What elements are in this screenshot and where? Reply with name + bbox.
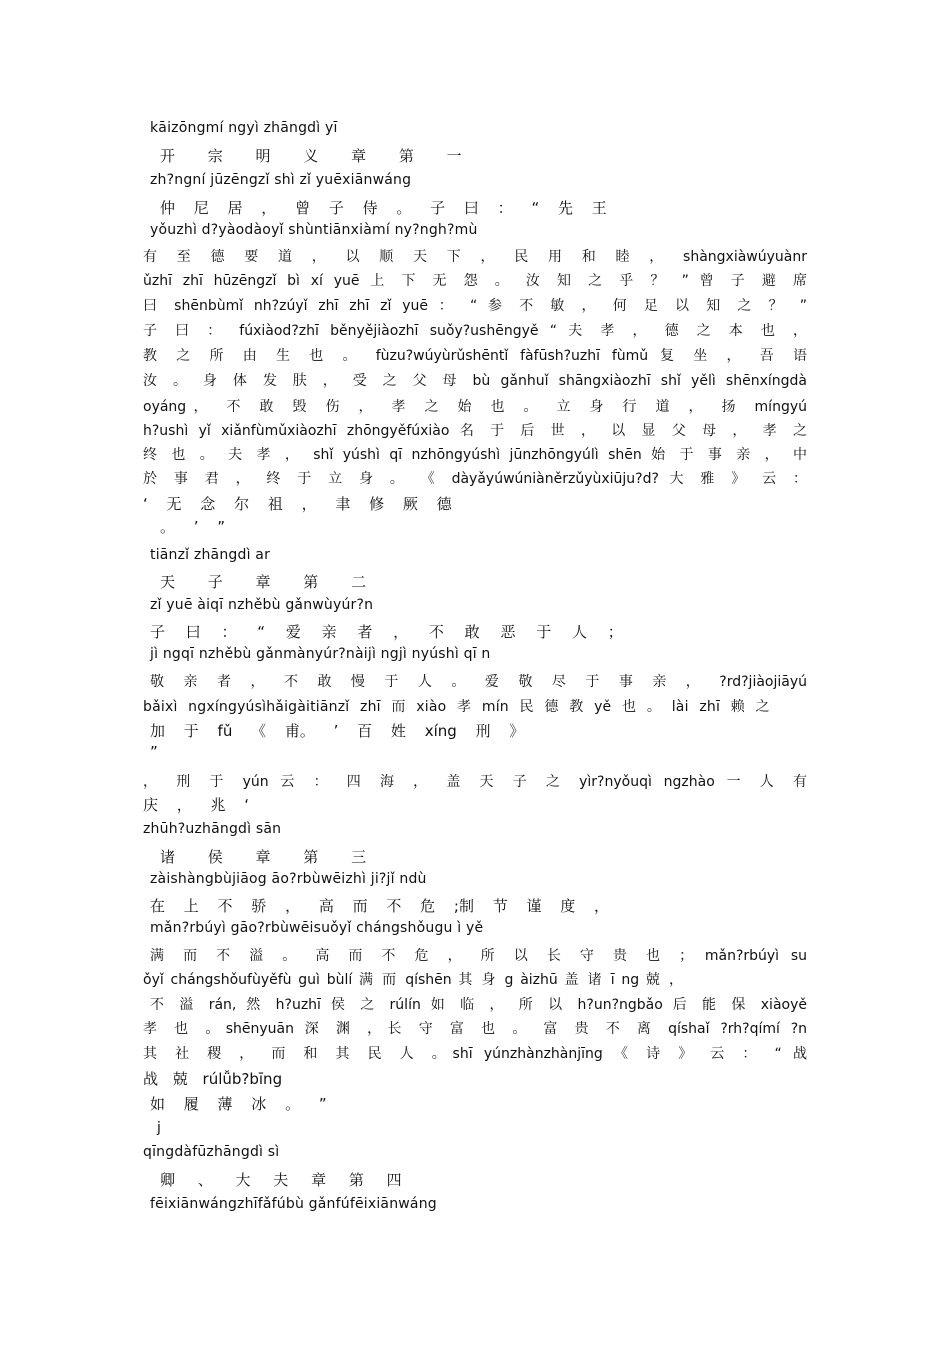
- text-line: 。 ’ ”: [160, 518, 226, 536]
- text-line: 曰 shēnbùmǐ nh?zúyǐ zhī zhī zǐ yuē ： “ 参 不 敏 ， 何 足 以 知 之 ？ ”: [143, 298, 807, 314]
- chapter-title: 开 宗 明 义 章 第 一: [160, 147, 476, 165]
- pinyin-line: kāizōngmí ngyì zhāngdì yī: [150, 120, 338, 136]
- pinyin-line: qīngdàfūzhāngdì sì: [143, 1144, 280, 1160]
- text-line: 仲 尼 居 ， 曾 子 侍 。 子 曰 ： “ 先 王: [160, 199, 607, 217]
- pinyin-line: jì ngqī nzhěbù gǎnmànyúr?nàijì ngjì nyúshì qī n: [150, 646, 491, 662]
- text-line: 战 兢 rúlǚb?bīng: [143, 1070, 283, 1088]
- chapter-title: 诸 侯 章 第 三: [160, 848, 381, 866]
- text-line: oyáng， 不 敢 毁 伤 ， 孝 之 始 也 。 立 身 行 道 ， 扬 míngyú: [143, 399, 807, 415]
- text-line: 加 于 fǔ 《 甫。 ’ 百 姓 xíng 刑 》: [150, 722, 525, 740]
- text-line: 孝 也 。shēnyuān 深 渊 ，长 守 富 也 。 富 贵 不 离 qíshaǐ ?rh?qímí ?n: [143, 1021, 807, 1037]
- pinyin-line: zhūh?uzhāngdì sān: [143, 821, 282, 837]
- text-line: 庆 ， 兆 ‘: [143, 796, 250, 814]
- chapter-title: 天 子 章 第 二: [160, 573, 381, 591]
- text-line: 子 曰 ： fúxiàod?zhī běnyějiàozhī suǒy?ushēngyě “ 夫 孝 ， 德 之 本 也 ，: [143, 323, 807, 339]
- text-line: 满 而 不 溢 。 高 而 不 危 ， 所 以 长 守 贵 也 ； mǎn?rbúyì su: [150, 948, 807, 964]
- text-line: ǒyǐ chángshǒufùyěfù guì bùlí 满 而 qíshēn 其 身 g àizhū 盖 诸 ī ng 兢 ，: [143, 972, 683, 988]
- pinyin-line: zh?ngní jūzēngzǐ shì zǐ yuēxiānwáng: [150, 172, 412, 188]
- text-line: ”: [150, 743, 158, 761]
- chapter-title: 卿 、 大 夫 章 第 四: [160, 1171, 402, 1189]
- pinyin-line: yǒuzhì d?yàodàoyǐ shùntiānxiàmí ny?ngh?mù: [150, 222, 478, 238]
- text-line: 不 溢 rán, 然 h?uzhī 侯 之 rúlín 如 临 ， 所 以 h?un?ngbǎo 后 能 保 xiàoyě: [150, 997, 807, 1013]
- pinyin-line: fēixiānwángzhīfǎfúbù gǎnfúfēixiānwáng: [150, 1196, 437, 1212]
- text-line: h?ushì yǐ xiǎnfùmǔxiàozhī zhōngyěfúxiào 名 于 后 世 ， 以 显 父 母 ， 孝 之: [143, 423, 807, 439]
- text-line: bǎixì ngxíngyúsìhǎigàitiānzǐ zhī 而 xiào 孝 mín 民 德 教 yě 也 。 lài zhī 赖 之: [143, 699, 770, 715]
- text-line: 於 事 君 ， 终 于 立 身 。 《 dàyǎyúwúniàněrzǔyùxiūju?d? 大 雅 》 云 ：: [143, 471, 807, 487]
- pinyin-line: tiānzǐ zhāngdì ar: [150, 547, 271, 563]
- pinyin-line: zàishàngbùjiāog āo?rbùwēizhì ji?jǐ ndù: [150, 871, 427, 887]
- text-line: 汝 。 身 体 发 肤 ， 受 之 父 母 bù gǎnhuǐ shāngxiàozhī shǐ yělì shēnxíngdà: [143, 373, 807, 389]
- text-line: ‘ 无 念 尔 祖 ， 聿 修 厥 德: [143, 495, 452, 513]
- pinyin-line: j: [157, 1120, 162, 1136]
- text-line: 在 上 不 骄 ， 高 而 不 危 ;制 节 谨 度 ，: [150, 897, 610, 915]
- pinyin-line: mǎn?rbúyì gāo?rbùwēisuǒyǐ chángshǒugu ì yě: [150, 920, 484, 936]
- pinyin-line: zǐ yuē àiqī nzhěbù gǎnwùyúr?n: [150, 597, 374, 613]
- text-line: 终 也 。 夫 孝 ， shǐ yúshì qī nzhōngyúshì jūnzhōngyúlì shēn 始 于 事 亲 ， 中: [143, 447, 807, 463]
- text-line: 如 履 薄 冰 。 ”: [150, 1095, 327, 1113]
- text-line: ǔzhī zhī hūzēngzǐ bì xí yuē 上 下 无 怨 。 汝 知 之 乎 ？ ” 曾 子 避 席: [143, 273, 807, 289]
- text-line: 敬 亲 者 ， 不 敢 慢 于 人 。 爱 敬 尽 于 事 亲 ， ?rd?jiàojiāyú: [150, 674, 807, 690]
- text-line: 子 曰 ： “ 爱 亲 者 ， 不 敢 恶 于 人 ；: [150, 623, 623, 641]
- text-line: 有 至 德 要 道 ， 以 顺 天 下 ， 民 用 和 睦 ， shàngxiàwúyuànr: [143, 249, 807, 265]
- text-line: 其 社 稷 ， 而 和 其 民 人 。shī yúnzhànzhànjīng 《 诗 》 云 ： “ 战: [143, 1046, 807, 1062]
- text-line: ， 刑 于 yún 云 ： 四 海 ， 盖 天 子 之 yìr?nyǒuqì ngzhào 一 人 有: [143, 774, 807, 790]
- text-line: 教 之 所 由 生 也 。 fùzu?wúyùrǔshēntǐ fàfūsh?uzhī fùmǔ 复 坐 ， 吾 语: [143, 348, 807, 364]
